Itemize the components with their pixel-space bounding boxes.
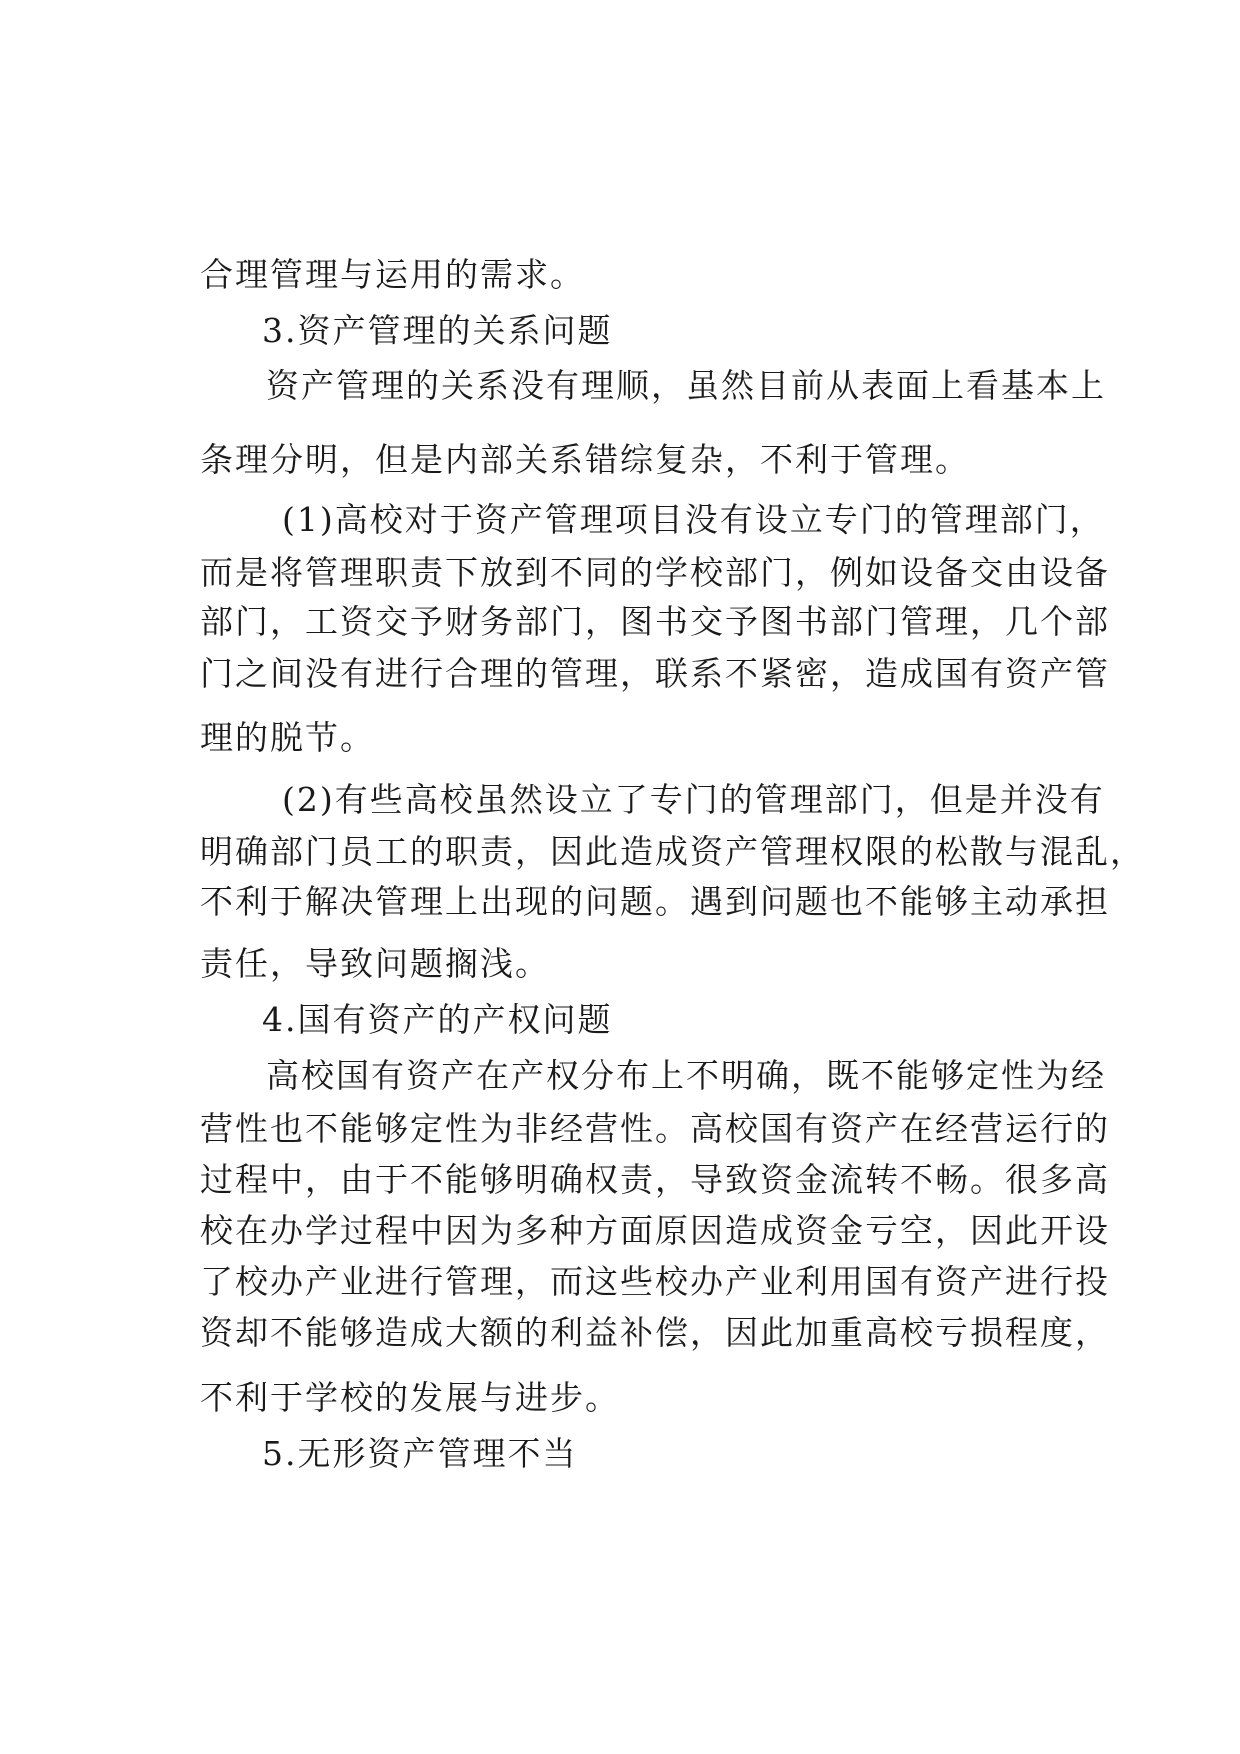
- paragraph-line: 资却不能够造成大额的利益补偿，因此加重高校亏损程度，: [200, 1313, 1110, 1352]
- paragraph-line: 校在办学过程中因为多种方面原因造成资金亏空，因此开设: [200, 1211, 1110, 1250]
- paragraph-line: 部门，工资交予财务部门，图书交予图书部门管理，几个部: [200, 602, 1110, 641]
- section-heading: 4.国有资产的产权问题: [262, 1000, 613, 1039]
- paragraph-line: 责任，导致问题搁浅。: [200, 944, 550, 983]
- paragraph-line: 条理分明，但是内部关系错综复杂，不利于管理。: [200, 440, 970, 479]
- paragraph-line: 理的脱节。: [200, 718, 375, 757]
- paragraph-line: 门之间没有进行合理的管理，联系不紧密，造成国有资产管: [200, 654, 1110, 693]
- paragraph-line: 营性也不能够定性为非经营性。高校国有资产在经营运行的: [200, 1109, 1110, 1148]
- paragraph-line: 合理管理与运用的需求。: [200, 255, 585, 294]
- list-item-line: (1)高校对于资产管理项目没有设立专门的管理部门，: [282, 500, 1105, 539]
- section-heading: 5.无形资产管理不当: [262, 1434, 578, 1473]
- paragraph-line: 而是将管理职责下放到不同的学校部门，例如设备交由设备: [200, 553, 1110, 592]
- paragraph-line: 明确部门员工的职责，因此造成资产管理权限的松散与混乱，: [200, 832, 1145, 871]
- list-item-line: (2)有些高校虽然设立了专门的管理部门，但是并没有: [282, 780, 1105, 819]
- paragraph-line: 高校国有资产在产权分布上不明确，既不能够定性为经: [266, 1056, 1106, 1095]
- paragraph-line: 不利于解决管理上出现的问题。遇到问题也不能够主动承担: [200, 882, 1110, 921]
- paragraph-line: 不利于学校的发展与进步。: [200, 1378, 620, 1417]
- section-heading: 3.资产管理的关系问题: [262, 311, 613, 350]
- paragraph-line: 了校办产业进行管理，而这些校办产业利用国有资产进行投: [200, 1262, 1110, 1301]
- paragraph-line: 过程中，由于不能够明确权责，导致资金流转不畅。很多高: [200, 1160, 1110, 1199]
- paragraph-line: 资产管理的关系没有理顺，虽然目前从表面上看基本上: [266, 366, 1106, 405]
